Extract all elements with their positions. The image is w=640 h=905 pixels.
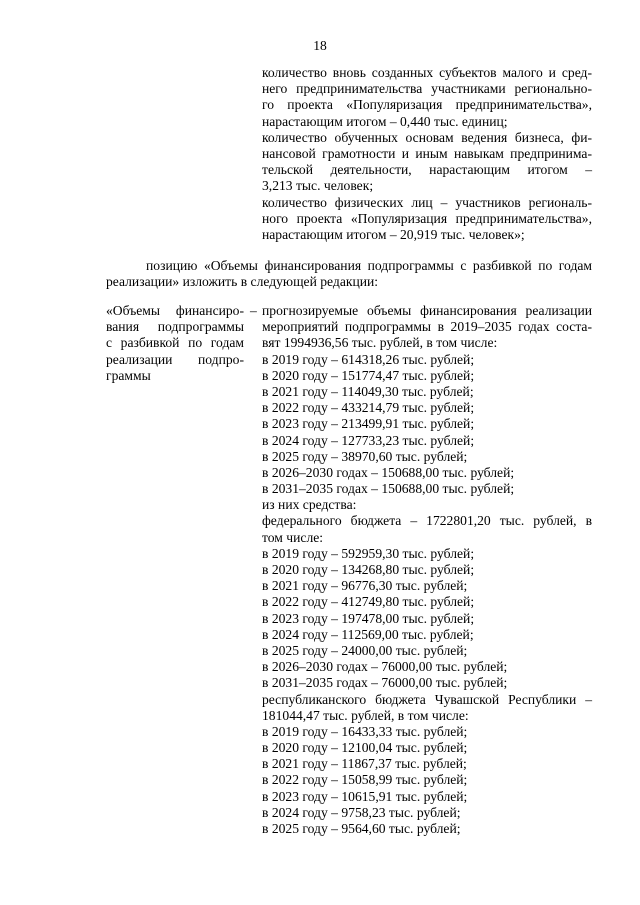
funding-line: том числе: (262, 529, 324, 545)
separator-dash: – (250, 303, 257, 318)
intro-line: нарастающим итогом – 0,440 тыс. единиц; (262, 113, 508, 129)
intro-line: тельской деятельности, нарастающим итогом – (262, 162, 592, 178)
funding-line: в 2023 году – 213499,91 тыс. рублей; (262, 416, 475, 432)
funding-line: вят 1994936,56 тыс. рублей, в том числе: (262, 335, 498, 351)
funding-line: в 2021 году – 11867,37 тыс. рублей; (262, 756, 467, 772)
funding-line: в 2024 году – 127733,23 тыс. рублей; (262, 432, 475, 448)
funding-line: республиканского бюджета Чувашской Республики – (262, 691, 592, 707)
intro-line: 3,213 тыс. человек; (262, 178, 374, 194)
intro-line: ного проекта «Популяризация предпринимательства», (262, 210, 592, 226)
amendment-paragraph (106, 258, 592, 290)
funding-details (262, 303, 592, 837)
funding-line: в 2022 году – 412749,80 тыс. рублей; (262, 594, 475, 610)
funding-line: в 2025 году – 38970,60 тыс. рублей; (262, 448, 468, 464)
funding-line: федерального бюджета – 1722801,20 тыс. рублей, в (262, 513, 592, 529)
funding-line: в 2023 году – 197478,00 тыс. рублей; (262, 610, 475, 626)
funding-line: в 2022 году – 433214,79 тыс. рублей; (262, 400, 475, 416)
position-label-line: вания подпрограммы (106, 319, 244, 335)
intro-line: нарастающим итогом – 20,919 тыс. человек»; (262, 226, 525, 242)
funding-line: из них средства: (262, 497, 357, 513)
funding-line: в 2020 году – 134268,80 тыс. рублей; (262, 562, 475, 577)
paragraph-line: позицию «Объемы финансирования подпрограммы с разбивкой по годам (146, 258, 592, 273)
funding-line: в 2023 году – 10615,91 тыс. рублей; (262, 788, 468, 804)
position-label-line: «Объемы финансиро- (106, 303, 244, 318)
position-label-line: граммы (106, 367, 151, 383)
funding-line: в 2019 году – 16433,33 тыс. рублей; (262, 723, 468, 739)
funding-line: в 2019 году – 592959,30 тыс. рублей; (262, 545, 475, 561)
funding-line: в 2031–2035 годах – 76000,00 тыс. рублей; (262, 675, 508, 691)
intro-line: него предпринимательства участниками регионально- (262, 81, 592, 97)
funding-line: в 2021 году – 114049,30 тыс. рублей; (262, 383, 474, 399)
intro-text-block (262, 65, 592, 243)
funding-line: в 2021 году – 96776,30 тыс. рублей; (262, 578, 468, 594)
intro-line: количество физических лиц – участников региональ- (262, 194, 592, 210)
position-label-line: реализации подпро- (106, 351, 244, 367)
funding-line: в 2024 году – 9758,23 тыс. рублей; (262, 804, 461, 820)
funding-line: в 2026–2030 годах – 150688,00 тыс. рублей; (262, 464, 515, 480)
funding-line: в 2031–2035 годах – 150688,00 тыс. рублей; (262, 481, 515, 497)
funding-line: мероприятий подпрограммы в 2019–2035 годах соста- (262, 319, 592, 335)
intro-line: нансовой грамотности и иным навыкам предпринима- (262, 145, 592, 161)
intro-line: количество вновь созданных субъектов малого и сред- (262, 65, 592, 80)
funding-line: в 2025 году – 24000,00 тыс. рублей; (262, 642, 468, 658)
funding-line: в 2024 году – 112569,00 тыс. рублей; (262, 626, 474, 642)
position-label-line: с разбивкой по годам (106, 335, 244, 351)
paragraph-line: реализации» изложить в следующей редакции: (106, 274, 379, 290)
position-label (106, 303, 244, 384)
funding-line: 181044,47 тыс. рублей, в том числе: (262, 707, 469, 723)
funding-line: в 2026–2030 годах – 76000,00 тыс. рублей; (262, 659, 508, 675)
funding-line: в 2020 году – 12100,04 тыс. рублей; (262, 740, 468, 756)
intro-line: го проекта «Популяризация предпринимательства», (262, 97, 592, 113)
page-number: 18 (313, 38, 327, 53)
intro-line: количество обученных основам ведения бизнеса, фи- (262, 129, 592, 145)
funding-line: в 2019 году – 614318,26 тыс. рублей; (262, 351, 475, 367)
funding-line: в 2025 году – 9564,60 тыс. рублей; (262, 821, 461, 836)
funding-line: в 2020 году – 151774,47 тыс. рублей; (262, 367, 475, 383)
funding-line: прогнозируемые объемы финансирования реализации (262, 303, 592, 318)
funding-line: в 2022 году – 15058,99 тыс. рублей; (262, 772, 468, 788)
